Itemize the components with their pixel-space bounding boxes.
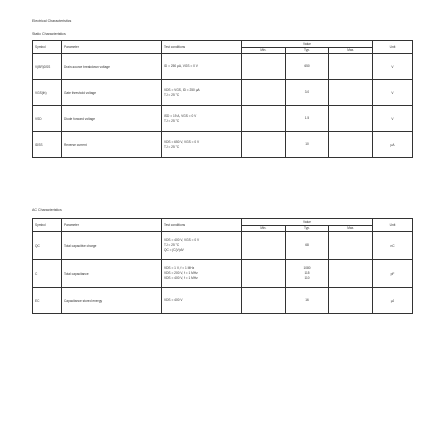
max-cell [329,260,373,288]
typ-value: 10 [305,142,309,146]
unit-cell: μJ [373,288,413,314]
parameter-cell: Gate threshold voltage [62,80,162,106]
value-header [242,41,373,54]
max-cell [329,54,373,80]
conditions-cell [162,54,242,80]
conditions-cell [162,132,242,158]
typ-label: Typ. [286,226,330,231]
table-row [33,232,413,260]
condition-line: VDS = 400 V, f = 1 MHz [164,276,198,280]
max-cell [329,80,373,106]
typ-cell [285,232,329,260]
condition-line: VDS = VGS, ID = 250 μA [164,87,200,92]
symbol-cell: EC [33,288,62,314]
typ-value: 16 [305,298,309,302]
conditions-header: Test conditions [162,41,242,54]
typ-value: 110 [304,276,310,280]
typ-value: 115 [304,271,310,275]
symbol-cell: QC [33,232,62,260]
symbol-cell: IDSS [33,132,62,158]
max-label: Max. [347,225,355,230]
min-cell [242,80,286,106]
document-title: Electrical Characteristics [32,19,72,23]
table-header-row [33,41,413,54]
unit-cell: μA [373,132,413,158]
min-cell [242,132,286,158]
condition-line: QC = ∫C(V)dV [164,248,184,252]
min-cell [242,288,286,314]
parameter-cell: Diode forward voltage [62,106,162,132]
table-row [33,288,413,314]
symbol-cell: VGS(th) [33,80,62,106]
conditions-header: Test conditions [162,219,242,232]
ac-rows [33,232,413,314]
ac-section-title: AC Characteristics [32,208,62,212]
static-characteristics-table [32,40,413,158]
parameter-cell: Drain-source breakdown voltage [62,54,162,80]
parameter-cell: Capacitance stored energy [62,288,162,314]
static-section-title: Static Characteristics [32,32,66,36]
symbol-cell: C [33,260,62,288]
value-label: Value [242,220,372,226]
typ-value: 650 [304,64,310,68]
typ-cell [285,80,329,106]
max-cell [329,232,373,260]
parameter-cell: Total capacitance [62,260,162,288]
unit-header: Unit [373,41,413,54]
typ-cell [285,132,329,158]
symbol-cell: V(BR)DSS [33,54,62,80]
conditions-cell [162,232,242,260]
symbol-header: Symbol [33,219,62,232]
typ-cell [285,288,329,314]
table-row [33,132,413,158]
typ-cell [285,260,329,288]
typ-value: 1080 [303,266,311,270]
condition-line: VDS = 200 V, f = 1 MHz [164,271,198,275]
conditions-cell [162,106,242,132]
unit-cell: V [373,54,413,80]
min-cell [242,232,286,260]
unit-cell: nC [373,232,413,260]
conditions-cell [162,260,242,288]
typ-value: 3.0 [304,90,310,94]
parameter-header: Parameter [62,219,162,232]
table-row [33,54,413,80]
condition-line: TJ = 25 °C [164,92,180,97]
condition-line: VDS = 650 V, VGS = 0 V [164,139,200,144]
static-rows [33,54,413,158]
typ-value: 1.5 [304,116,310,120]
condition-line: VDS = 400 V [164,298,183,302]
conditions-cell [162,288,242,314]
unit-cell: V [373,106,413,132]
unit-cell: V [373,80,413,106]
value-label: Value [242,42,372,48]
typ-cell [285,106,329,132]
unit-cell: pF [373,260,413,288]
condition-line: VDS = 1 V, f = 1 MHz [164,266,195,270]
max-cell [329,132,373,158]
min-cell [242,106,286,132]
value-header [242,219,373,232]
parameter-cell: Total capacitive charge [62,232,162,260]
max-label: Max. [347,47,355,52]
typ-value: 68 [305,243,309,247]
ac-characteristics-table [32,218,413,314]
conditions-cell [162,80,242,106]
unit-header: Unit [373,219,413,232]
typ-cell [285,54,329,80]
parameter-header: Parameter [62,41,162,54]
condition-line: TJ = 25 °C [164,243,180,247]
table-row [33,260,413,288]
typ-label: Typ. [286,48,330,53]
table-row [33,106,413,132]
condition-line: ID = 250 μA, VGS = 0 V [164,64,198,68]
max-cell [329,288,373,314]
min-cell [242,260,286,288]
table-row [33,80,413,106]
min-label: Min. [242,48,286,53]
max-cell [329,106,373,132]
symbol-header: Symbol [33,41,62,54]
table-header-row [33,219,413,232]
parameter-cell: Reverse current [62,132,162,158]
condition-line: TJ = 25 °C [164,144,180,149]
condition-line: TJ = 25 °C [164,118,180,123]
min-cell [242,54,286,80]
condition-line: ISD = 19 A, VGS = 0 V [164,113,197,118]
condition-line: VDS = 400 V, VGS = 0 V [164,238,200,242]
symbol-cell: VSD [33,106,62,132]
min-label: Min. [242,226,286,231]
